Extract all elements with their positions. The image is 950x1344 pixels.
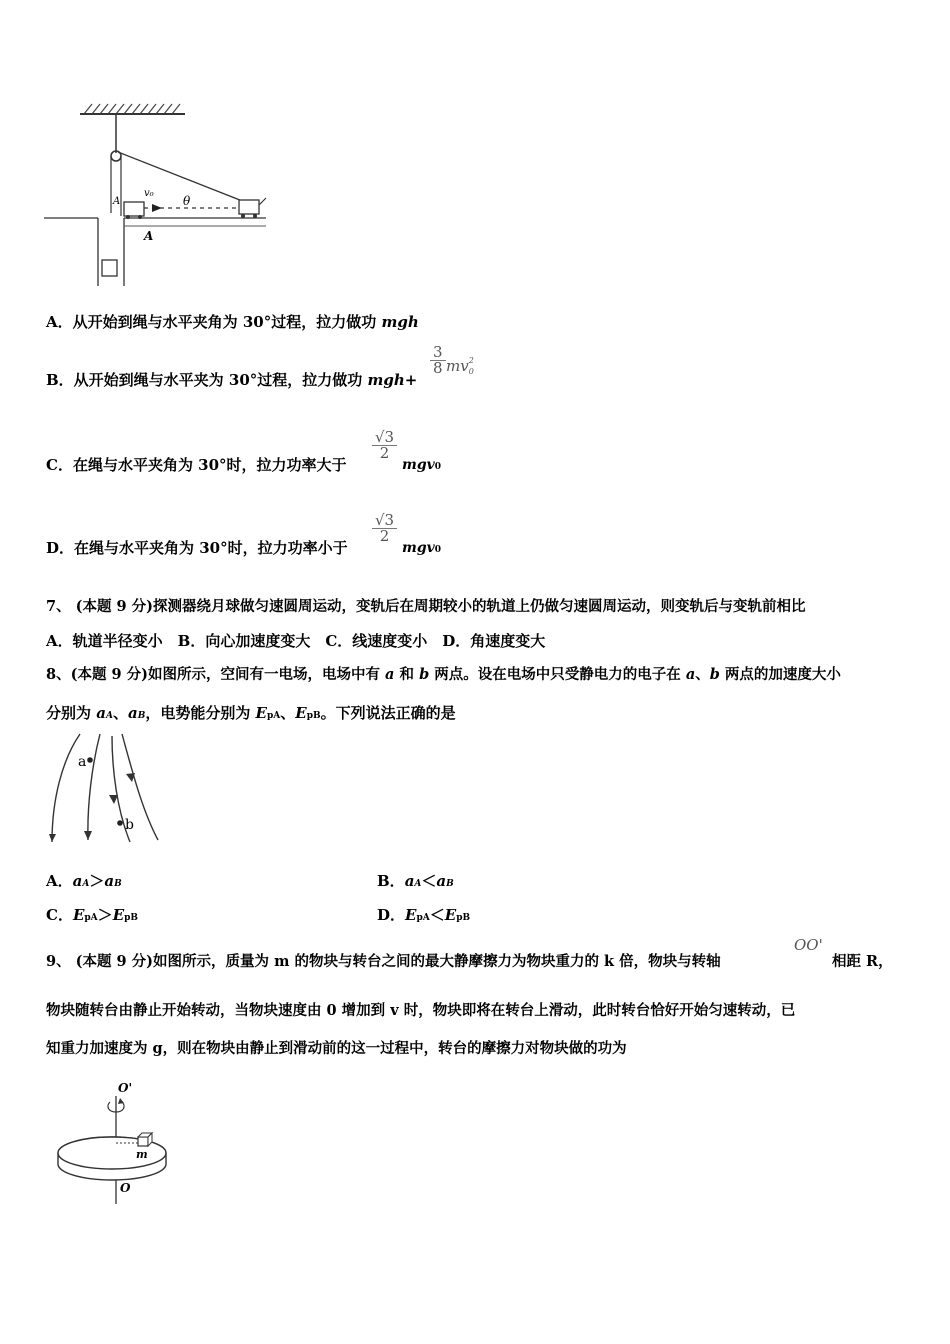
q8-EpA: E <box>255 704 267 722</box>
q8-stem-part: 两点。设在电场中只受静电力的电子在 <box>429 666 686 683</box>
mgv-sub: 0 <box>434 462 442 472</box>
q8-aB-sub: B <box>137 711 146 721</box>
q8-stem-part: 、 <box>695 666 710 683</box>
option-sub: pA <box>84 913 98 923</box>
mgv-text: mgv <box>402 540 435 556</box>
m-label: m <box>136 1148 148 1161</box>
mv-sup: 2 <box>468 356 474 365</box>
q8-EpB: E <box>295 704 307 722</box>
frac-numerator: 3 <box>433 343 443 361</box>
field-line-2 <box>88 734 100 840</box>
q7-stem: 7、 (本题 9 分)探测器绕月球做匀速圆周运动，变轨后在周期较小的轨道上仍做匀速圆周运动，则变轨后与变轨前相比 <box>46 598 806 615</box>
q6-option-d-fraction <box>372 513 397 544</box>
mv-text: mv <box>446 357 469 375</box>
q8-option-d <box>377 905 470 928</box>
q6-option-d-tail <box>402 538 441 560</box>
q6-option-b-mv <box>446 357 479 375</box>
mv-sub: 0 <box>468 367 474 376</box>
q8-stem-b: b <box>419 666 430 683</box>
sqrt-numerator: √3 <box>375 511 395 529</box>
option-label: D． <box>377 906 406 924</box>
point-a-label: a <box>78 754 87 770</box>
q8-stem-part: 8、(本题 9 分)如图所示，空间有一电场，电场中有 <box>46 666 386 683</box>
option-var: a <box>436 872 447 890</box>
option-var: E <box>72 906 85 924</box>
option-sub: A <box>82 879 90 889</box>
option-label: C． <box>46 906 73 924</box>
pulley-figure <box>40 98 280 290</box>
q6-option-b-expr: mgh <box>367 371 405 389</box>
option-op: ＞ <box>97 906 113 924</box>
electric-field-figure <box>42 730 167 848</box>
q6-option-b-plus: + <box>404 371 418 389</box>
field-arrow-3 <box>109 795 118 804</box>
point-b-label: b <box>125 817 134 833</box>
a-small-label: A <box>113 196 121 207</box>
q8-EpA-sub: pA <box>266 711 281 721</box>
field-arrow-1 <box>49 834 56 842</box>
q6-option-b-text: B．从开始到绳与水平夹为 30°过程，拉力做功 <box>46 371 368 389</box>
option-op: ＞ <box>89 872 105 890</box>
q9-stem-end: 相距 R， <box>832 953 893 970</box>
a-label: A <box>144 229 154 243</box>
q6-option-a-expr: mgh <box>381 313 419 331</box>
q6-option-b <box>46 370 417 390</box>
option-op: ＜ <box>429 906 445 924</box>
o-prime-label: O' <box>118 1081 133 1095</box>
turntable-figure <box>50 1078 180 1208</box>
q8-aA-sub: A <box>105 711 113 721</box>
q8-stem-part: 两点的加速度大小 <box>719 666 841 683</box>
q8-sep: 、 <box>280 704 296 722</box>
option-var: a <box>72 872 83 890</box>
q8-option-b <box>377 871 454 894</box>
option-sub: pA <box>416 913 430 923</box>
theta-label: θ <box>183 194 191 208</box>
o-label: O <box>120 1181 131 1195</box>
q9-stem <box>46 952 721 972</box>
q8-EpB-sub: pB <box>306 711 321 721</box>
q6-option-c-tail <box>402 455 441 477</box>
point-a <box>87 757 93 763</box>
q7-options: A．轨道半径变小 B．向心加速度变大 C．线速度变小 D．角速度变大 <box>46 632 546 650</box>
option-op: ＜ <box>421 872 437 890</box>
sqrt-denominator: 2 <box>372 445 397 461</box>
q6-option-c-text: C．在绳与水平夹角为 30°时，拉力功率大于 <box>46 456 347 474</box>
q8-option-a <box>46 871 122 894</box>
q8-aB: a <box>127 704 138 722</box>
q6-option-d <box>46 538 348 558</box>
q8-line2-part: 。下列说法正确的是 <box>320 704 456 722</box>
q8-sep: 、 <box>112 704 128 722</box>
q8-line2-part: ，电势能分别为 <box>145 704 256 722</box>
mgv-sub: 0 <box>434 545 442 555</box>
q6-option-c-fraction <box>372 430 397 461</box>
q8-stem-a: a <box>385 666 395 683</box>
mgv-text: mgv <box>402 457 435 473</box>
q8-line2-part: 分别为 <box>46 704 97 722</box>
frac-denominator: 8 <box>430 360 446 376</box>
block-m <box>138 1137 148 1146</box>
q6-option-a-text: A．从开始到绳与水平夹角为 30°过程，拉力做功 <box>46 313 382 331</box>
q6-option-b-fraction <box>430 345 446 376</box>
option-sub: pB <box>456 913 471 923</box>
q8-stem-a: a <box>685 666 696 683</box>
option-sub: A <box>414 879 422 889</box>
q6-option-d-text: D．在绳与水平夹角为 30°时，拉力功率小于 <box>46 539 348 557</box>
option-sub: B <box>114 879 122 889</box>
sqrt-numerator: √3 <box>375 428 395 446</box>
q8-stem-part: 和 <box>394 666 420 683</box>
option-var: a <box>404 872 415 890</box>
field-line-1 <box>52 734 80 842</box>
option-var: E <box>405 906 417 924</box>
option-var: E <box>444 906 457 924</box>
option-label: A． <box>46 872 73 890</box>
field-arrow-2 <box>84 831 92 840</box>
q6-option-a <box>46 312 419 332</box>
option-sub: pB <box>124 913 139 923</box>
q9-stem-line3: 知重力加速度为 g，则在物块由静止到滑动前的这一过程中，转台的摩擦力对物块做的功为 <box>46 1040 627 1057</box>
sqrt-denominator: 2 <box>372 528 397 544</box>
option-var: E <box>112 906 125 924</box>
q8-stem <box>46 665 841 685</box>
q8-stem-line2 <box>46 703 456 726</box>
q9-stem-part: 9、 (本题 9 分)如图所示，质量为 m 的物块与转台之间的最大静摩擦力为物块重力的 k 倍，物块与转轴 <box>46 953 721 970</box>
option-sub: B <box>446 879 454 889</box>
v0-label: v₀ <box>144 188 154 199</box>
option-label: B． <box>377 872 405 890</box>
q6-option-c <box>46 455 347 475</box>
q8-stem-b: b <box>709 666 720 683</box>
point-b <box>117 820 123 826</box>
option-var: a <box>104 872 115 890</box>
q8-aA: a <box>96 704 106 722</box>
q8-option-c <box>46 905 138 928</box>
q9-axis-label: OO' <box>794 936 823 954</box>
q9-stem-line2: 物块随转台由静止开始转动，当物块速度由 0 增加到 v 时，物块即将在转台上滑动，此时转台恰好开始匀速转动，已 <box>46 1002 796 1019</box>
